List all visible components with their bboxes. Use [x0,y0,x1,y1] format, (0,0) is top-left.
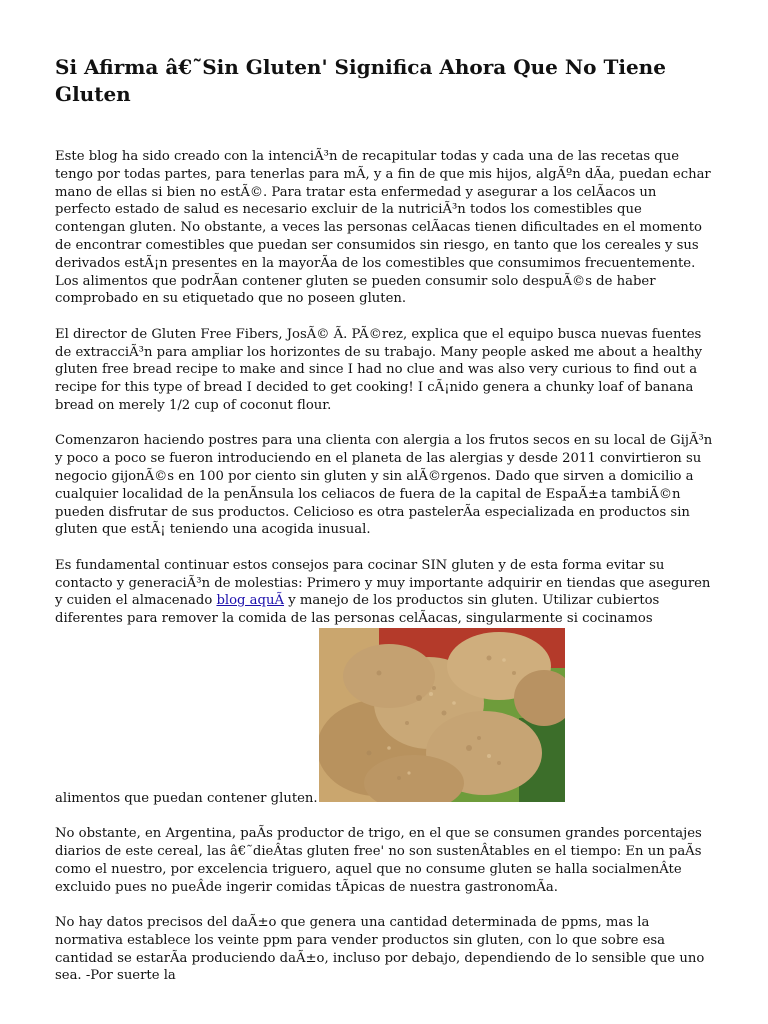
paragraph-5: No obstante, en Argentina, paÃs productor de trigo, en el que se consumen grandes porcentajes diarios de este cereal, las â€˜dieÂtas gluten free' no son sustenÂtables en el tiempo: En un paÃs como el nuestro, por excelencia triguero, aquel que no consume gluten se halla socialmenÂte excluido pues no pueÂde ingerir comidas tÃpicas de nuestra gastronomÃa. [55,826,702,895]
paragraph-1: Este blog ha sido creado con la intenciÃ³n de recapitular todas y cada una de las recetas que tengo por todas partes, para tenerlas para mÃ, y a fin de que mis hijos, algÃºn dÃa, puedan echar mano de ellas si bien no estÃ©. Para tratar esta enfermedad y asegurar a los celÃacos un perfecto estado de salud es necesario excluir de la nutriciÃ³n todos los comestibles que contengan gluten. No obstante, a veces las personas celÃacas tienen dificultades en el momento de encontrar comestibles que puedan ser consumidos sin riesgo, en tanto que los cereales y sus derivados estÃ¡n presentes en la mayorÃa de los comestibles que consumimos frecuentemente. Los alimentos que podrÃan contener gluten se pueden consumir solo despuÃ©s de haber comprobado en su etiquetado que no poseen gluten. [55,149,711,307]
paragraph-4-text-a: Es fundamental continuar estos consejos para cocinar SIN gluten y de esta forma evitar su contacto y generaciÃ³n de molestias: Primero y muy importante adquirir en tiendas que aseguren y cuiden el almacenado [55,557,711,609]
paragraph-2: El director de Gluten Free Fibers, JosÃ© Ã. PÃ©rez, explica que el equipo busca nuevas fuentes de extracciÃ³n para ampliar los horizontes de su trabajo. Many people asked me about a healthy gluten free bread recipe to make and since I had no clue and was also very curious to find out a recipe for this type of bread I decided to get cooking! I cÃ¡nido genera a chunky loaf of banana bread on merely 1/2 cup of coconut flour. [55,326,703,413]
paragraph-3: Comenzaron haciendo postres para una clienta con alergia a los frutos secos en su local de GijÃ³n y poco a poco se fueron introduciendo en el planeta de las alergias y desde 2011 convirtieron su negocio gijonÃ©s en 100 por ciento sin gluten y sin alÃ©rgenos. Dado que sirven a domicilio a cualquier localidad de la penÃnsula los celiacos de fuera de la capital de EspaÃ±a tambiÃ©n pueden disfrutar de sus productos. Celicioso es otra pastelerÃa especializada en productos sin gluten que estÃ¡ teniendo una acogida inusual. [55,433,713,538]
paragraph-4 [55,557,715,808]
article [55,54,715,1003]
paragraph-4-text-b: y manejo de los productos sin gluten. Utilizar cubiertos diferentes para remover la comida de las personas celÃacas, singularmente si cocinamos alimentos que puedan contener gluten. [55,593,660,806]
article-title: Si Afirma â€˜Sin Gluten' Significa Ahora Que No Tiene Gluten [55,55,666,106]
paragraph-6: No hay datos precisos del daÃ±o que genera una cantidad determinada de ppms, mas la normativa establece los veinte ppm para vender productos sin gluten, con lo que sobre esa cantidad se estarÃa produciendo daÃ±o, incluso por debajo, dependiendo de lo sensible que uno sea. -Por suerte la [55,915,705,984]
cookies-image [319,628,565,802]
blog-link[interactable]: blog aquÃ [216,593,285,609]
